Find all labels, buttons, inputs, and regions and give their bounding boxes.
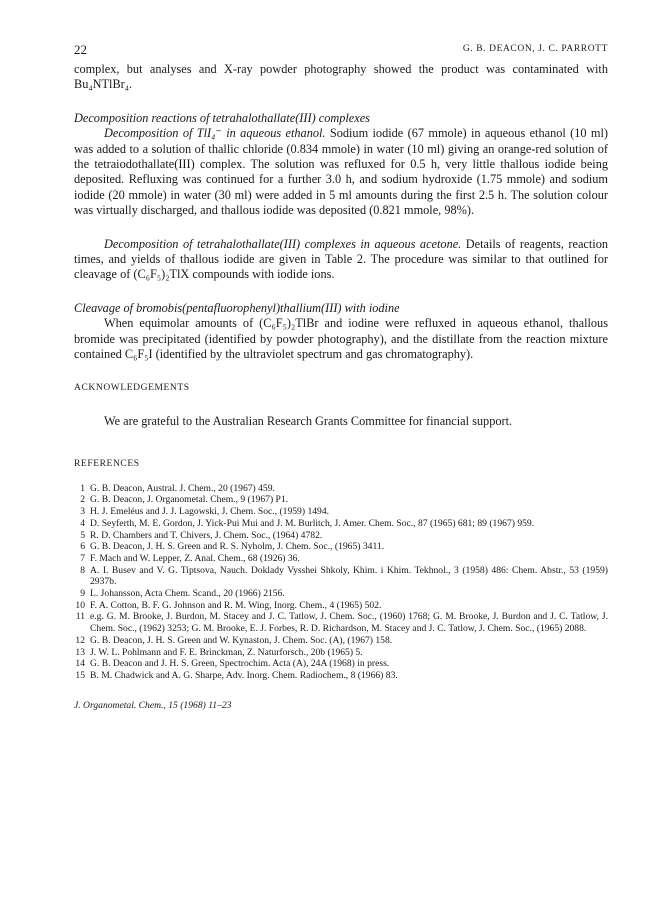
reference-list — [74, 483, 608, 682]
acknowledgements-heading: ACKNOWLEDGEMENTS — [74, 382, 190, 393]
paragraph-tli4-decomposition — [74, 126, 608, 218]
section-heading-decomposition: Decomposition reactions of tetrahalothallate(III) complexes — [74, 110, 370, 125]
reference-item: 12 G. B. Deacon, J. H. S. Green and W. Kynaston, J. Chem. Soc. (A), (1967) 158. — [75, 634, 393, 646]
journal-page — [74, 40, 608, 713]
subheading-tli4: Decomposition of TlI₄⁻ in aqueous ethanol. — [104, 126, 326, 141]
page-number: 22 — [74, 42, 87, 57]
reference-item: 14 G. B. Deacon and J. H. S. Green, Spectrochim. Acta (A), 24A (1968) in press. — [75, 658, 390, 670]
intro-paragraph: complex, but analyses and X-ray powder photography showed the product was contaminated with Bu₄NTlBr₄. — [74, 62, 608, 92]
paragraph-cleavage-body: When equimolar amounts of (C₆F₅)₂TlBr and iodine were refluxed in aqueous ethanol, thallous bromide was precipitated (identified by powder photography), and the distillate from the reaction mixture contained C₆F₅I (identified by the ultraviolet spectrum and gas chromatography). — [74, 316, 608, 362]
references-heading: REFERENCES — [74, 459, 140, 470]
reference-item: 3 H. J. Emeléus and J. J. Lagowski, J. Chem. Soc., (1959) 1494. — [80, 506, 330, 518]
page-header — [74, 40, 608, 62]
reference-item: 5 R. D. Chambers and T. Chivers, J. Chem. Soc., (1964) 4782. — [80, 529, 323, 541]
paragraph-tli4-body: Sodium iodide (67 mmole) in aqueous ethanol (10 ml) was added to a solution of thallic chloride (0.834 mmole) in water (10 ml) giving an orange-red solution of the tetraiodothallate(III) complex. The solution was refluxed for 0.5 h, very little thallous iodide being deposited. Refluxing was continued for a further 3.0 h, and sodium hydroxide (1.75 mmole) and sodium iodide (20 mmole) in water (30 ml) were added in 5 ml amounts during the first 2.5 h. The solution colour was virtually discharged, and thallous iodide was deposited (0.821 mmole, 98%). — [74, 126, 608, 218]
reference-item: 10 F. A. Cotton, B. F. G. Johnson and R. M. Wing, Inorg. Chem., 4 (1965) 502. — [75, 599, 382, 611]
reference-item: 9 L. Johansson, Acta Chem. Scand., 20 (1966) 2156. — [80, 588, 285, 600]
reference-item: 11 e.g. G. M. Brooke, J. Burdon, M. Stacey and J. C. Tatlow, J. Chem. Soc., (1960) 1768; G. M. Brooke, J. Burdon and J. C. Tatlow, J. Chem. Soc., (1962) 3253; G. M. Brooke, E. J. Forbes, R. D. Richardson, M. Stacey and J. C. Tatlow, J. Chem. Soc., (1965) 2088. — [75, 611, 608, 635]
reference-item: 6 G. B. Deacon, J. H. S. Green and R. S. Nyholm, J. Chem. Soc., (1965) 3411. — [80, 541, 385, 553]
acknowledgements-body: We are grateful to the Australian Research Grants Committee for financial support. — [104, 413, 513, 428]
reference-item: 8 A. I. Busev and V. G. Tiptsova, Nauch. Doklady Vysshei Shkoly, Khim. i Khim. Tekhnol., 3 (1958) 486: Chem. Abstr., 53 (1959) 2937b. — [80, 564, 608, 588]
subheading-aqueous-acetone: Decomposition of tetrahalothallate(III) complexes in aqueous acetone. — [104, 236, 462, 251]
paragraph-aqueous-acetone-body: Details of reagents, reaction times, and yields of thallous iodide are given in Table 2. The procedure was similar to that outlined for cleavage of (C₆F₅)₂TlX compounds with iodide ions. — [74, 236, 608, 282]
reference-item: 15 B. M. Chadwick and A. G. Sharpe, Adv. Inorg. Chem. Radiochem., 8 (1966) 83. — [75, 669, 398, 681]
reference-item: 13 J. W. L. Pohlmann and F. E. Brinckman, Z. Naturforsch., 20b (1965) 5. — [75, 646, 363, 658]
paragraph-aqueous-acetone — [74, 237, 608, 283]
reference-item: 4 D. Seyferth, M. E. Gordon, J. Yick-Pui Mui and J. M. Burlitch, J. Amer. Chem. Soc., 87 (1965) 681; 89 (1967) 959. — [80, 517, 535, 529]
reference-item: 2 G. B. Deacon, J. Organometal. Chem., 9 (1967) P1. — [80, 494, 289, 506]
reference-item: 1 G. B. Deacon, Austral. J. Chem., 20 (1967) 459. — [80, 482, 275, 494]
journal-footer: J. Organometal. Chem., 15 (1968) 11–23 — [74, 699, 232, 711]
section-heading-cleavage: Cleavage of bromobis(pentafluorophenyl)thallium(III) with iodine — [74, 300, 400, 315]
running-head: G. B. DEACON, J. C. PARROTT — [462, 44, 608, 54]
reference-item: 7 F. Mach and W. Lepper, Z. Anal. Chem., 68 (1926) 36. — [80, 552, 300, 564]
